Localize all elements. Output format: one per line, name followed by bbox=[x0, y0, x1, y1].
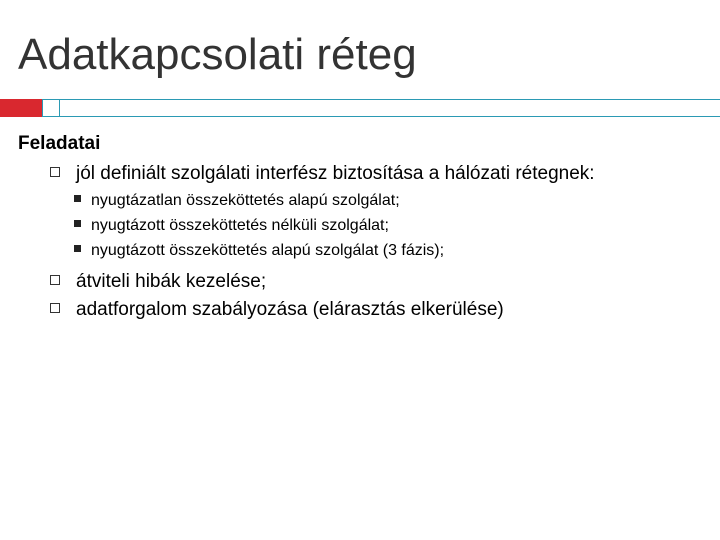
list-item-text: jól definiált szolgálati interfész biztosítása a hálózati rétegnek: bbox=[76, 163, 595, 184]
sub-list-item bbox=[74, 192, 400, 210]
accent-bar-teal-square bbox=[42, 99, 60, 117]
checkbox-bullet-icon bbox=[50, 303, 60, 313]
list-item bbox=[50, 271, 266, 293]
sub-list-item-text: nyugtázatlan összeköttetés alapú szolgálat; bbox=[91, 192, 400, 209]
list-item-text: adatforgalom szabályozása (elárasztás elkerülése) bbox=[76, 299, 504, 320]
accent-bar-teal bbox=[42, 99, 720, 117]
square-bullet-icon bbox=[74, 220, 81, 227]
list-item bbox=[50, 299, 504, 321]
list-item bbox=[50, 163, 595, 185]
sub-list-item-text: nyugtázott összeköttetés nélküli szolgálat; bbox=[91, 217, 389, 234]
square-bullet-icon bbox=[74, 245, 81, 252]
checkbox-bullet-icon bbox=[50, 275, 60, 285]
list-item-text: átviteli hibák kezelése; bbox=[76, 271, 267, 292]
checkbox-bullet-icon bbox=[50, 167, 60, 177]
section-heading: Feladatai bbox=[18, 133, 101, 154]
sub-list-item bbox=[74, 217, 389, 235]
square-bullet-icon bbox=[74, 195, 81, 202]
accent-bar-red bbox=[0, 99, 42, 117]
sub-list-item-text: nyugtázott összeköttetés alapú szolgálat (3 fázis); bbox=[91, 242, 445, 259]
slide-title: Adatkapcsolati réteg bbox=[18, 30, 417, 79]
sub-list-item bbox=[74, 242, 444, 260]
